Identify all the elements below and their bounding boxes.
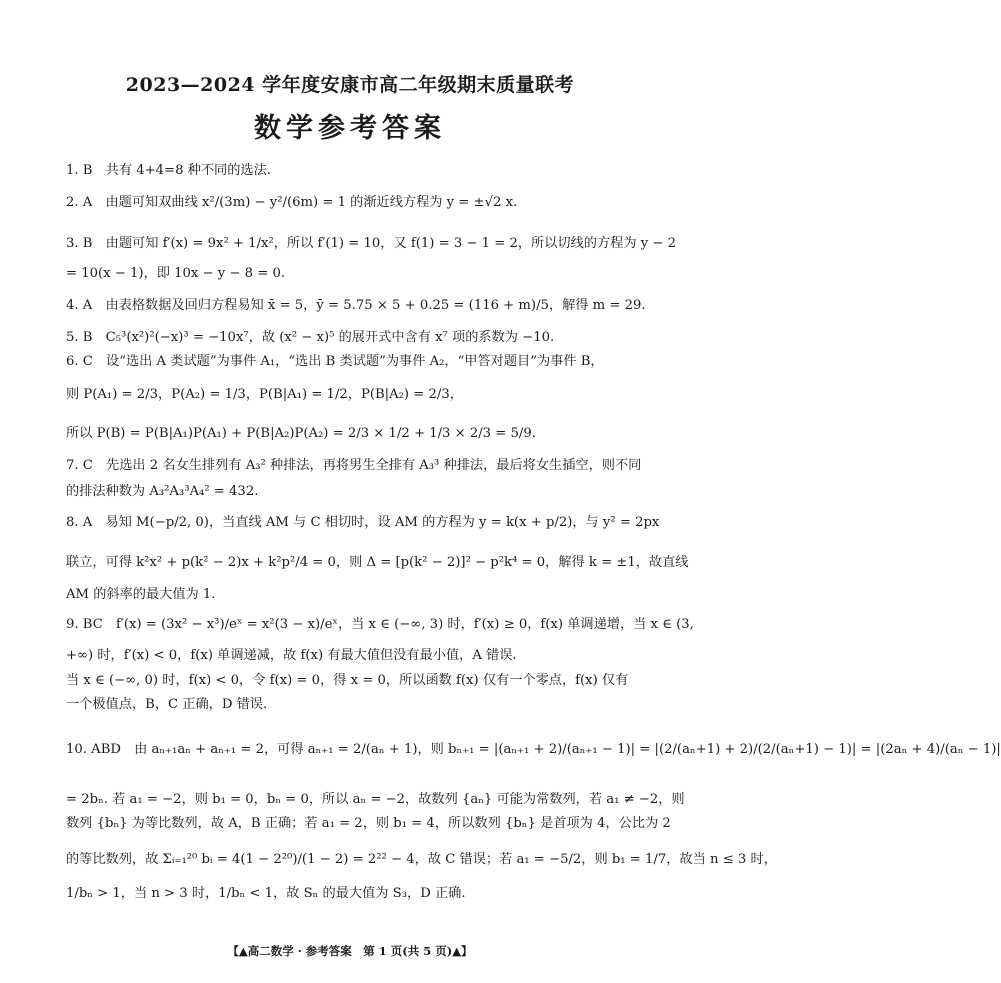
exam-title: 2023—2024 学年度安康市高二年级期末质量联考 <box>125 74 575 96</box>
answer-4-line-1: 4. A 由表格数据及回归方程易知 x̄ = 5，ȳ = 5.75 × 5 + 0.25 = (116 + m)/5，解得 m = 29. <box>66 298 646 313</box>
answer-9-line-4: 一个极值点，B，C 正确，D 错误. <box>66 697 268 712</box>
answer-key-title: 数学参考答案 <box>254 113 446 144</box>
answer-10-line-1: 10. ABD 由 aₙ₊₁aₙ + aₙ₊₁ = 2，可得 aₙ₊₁ = 2/(aₙ + 1)，则 bₙ₊₁ = |(aₙ₊₁ + 2)/(aₙ₊₁ − 1)| = |(2/(aₙ+1) + 2)/(2/(aₙ+1) − 1)| = |(2aₙ + 4)/(aₙ − 1)| <box>66 742 1001 757</box>
answer-6-line-2: 则 P(A₁) = 2/3，P(A₂) = 1/3，P(B|A₁) = 1/2，P(B|A₂) = 2/3， <box>66 387 463 402</box>
answer-9-line-1: 9. BC f′(x) = (3x² − x³)/eˣ = x²(3 − x)/eˣ，当 x ∈ (−∞, 3) 时，f′(x) ≥ 0，f(x) 单调递增，当 x ∈ (3, <box>66 617 694 632</box>
answer-8-line-3: AM 的斜率的最大值为 1. <box>66 587 216 602</box>
answer-10-line-3: 数列 {bₙ} 为等比数列，故 A，B 正确；若 a₁ = 2，则 b₁ = 4，所以数列 {bₙ} 是首项为 4，公比为 2 <box>66 816 671 831</box>
answer-10-line-4: 的等比数列，故 Σᵢ₌₁²⁰ bᵢ = 4(1 − 2²⁰)/(1 − 2) = 2²² − 4，故 C 错误；若 a₁ = −5/2，则 b₁ = 1/7，故当 n ≤ 3 时， <box>66 852 777 867</box>
answer-3-line-2: = 10(x − 1)，即 10x − y − 8 = 0. <box>66 266 286 281</box>
answer-7-line-2: 的排法种数为 A₃²A₃³A₄² = 432. <box>66 484 259 499</box>
answer-9-line-3: 当 x ∈ (−∞, 0) 时，f(x) < 0，令 f(x) = 0，得 x = 0，所以函数 f(x) 仅有一个零点，f(x) 仅有 <box>66 673 629 688</box>
answer-3-line-1: 3. B 由题可知 f′(x) = 9x² + 1/x²，所以 f′(1) = 10，又 f(1) = 3 − 1 = 2，所以切线的方程为 y − 2 <box>66 236 677 251</box>
answer-5-line-1: 5. B C₅³(x²)²(−x)³ = −10x⁷，故 (x² − x)⁵ 的展开式中含有 x⁷ 项的系数为 −10. <box>66 330 555 345</box>
answer-1-line-1: 1. B 共有 4+4=8 种不同的选法. <box>66 163 271 178</box>
answer-9-line-2: +∞) 时，f′(x) < 0，f(x) 单调递减，故 f(x) 有最大值但没有最小值，A 错误. <box>66 648 517 663</box>
page-footer: 【▲高二数学 · 参考答案 第 1 页(共 5 页)▲】 <box>227 944 473 958</box>
answer-8-line-1: 8. A 易知 M(−p/2, 0)，当直线 AM 与 C 相切时，设 AM 的方程为 y = k(x + p/2)，与 y² = 2px <box>66 515 660 530</box>
answer-2-line-1: 2. A 由题可知双曲线 x²/(3m) − y²/(6m) = 1 的渐近线方程为 y = ±√2 x. <box>66 195 518 210</box>
answer-7-line-1: 7. C 先选出 2 名女生排列有 A₃² 种排法，再将男生全排有 A₃³ 种排法，最后将女生插空，则不同 <box>66 458 642 473</box>
answer-10-line-5: 1/bₙ > 1，当 n > 3 时，1/bₙ < 1，故 Sₙ 的最大值为 S₃，D 正确. <box>66 886 466 901</box>
answer-8-line-2: 联立，可得 k²x² + p(k² − 2)x + k²p²/4 = 0，则 Δ = [p(k² − 2)]² − p²k⁴ = 0，解得 k = ±1，故直线 <box>66 555 689 570</box>
answer-6-line-3: 所以 P(B) = P(B|A₁)P(A₁) + P(B|A₂)P(A₂) = 2/3 × 1/2 + 1/3 × 2/3 = 5/9. <box>66 426 536 441</box>
answer-10-line-2: = 2bₙ. 若 a₁ = −2，则 b₁ = 0，bₙ = 0，所以 aₙ = −2，故数列 {aₙ} 可能为常数列，若 a₁ ≠ −2，则 <box>66 792 685 807</box>
answer-6-line-1: 6. C 设“选出 A 类试题”为事件 A₁，“选出 B 类试题”为事件 A₂，“甲答对题目”为事件 B， <box>66 354 604 369</box>
